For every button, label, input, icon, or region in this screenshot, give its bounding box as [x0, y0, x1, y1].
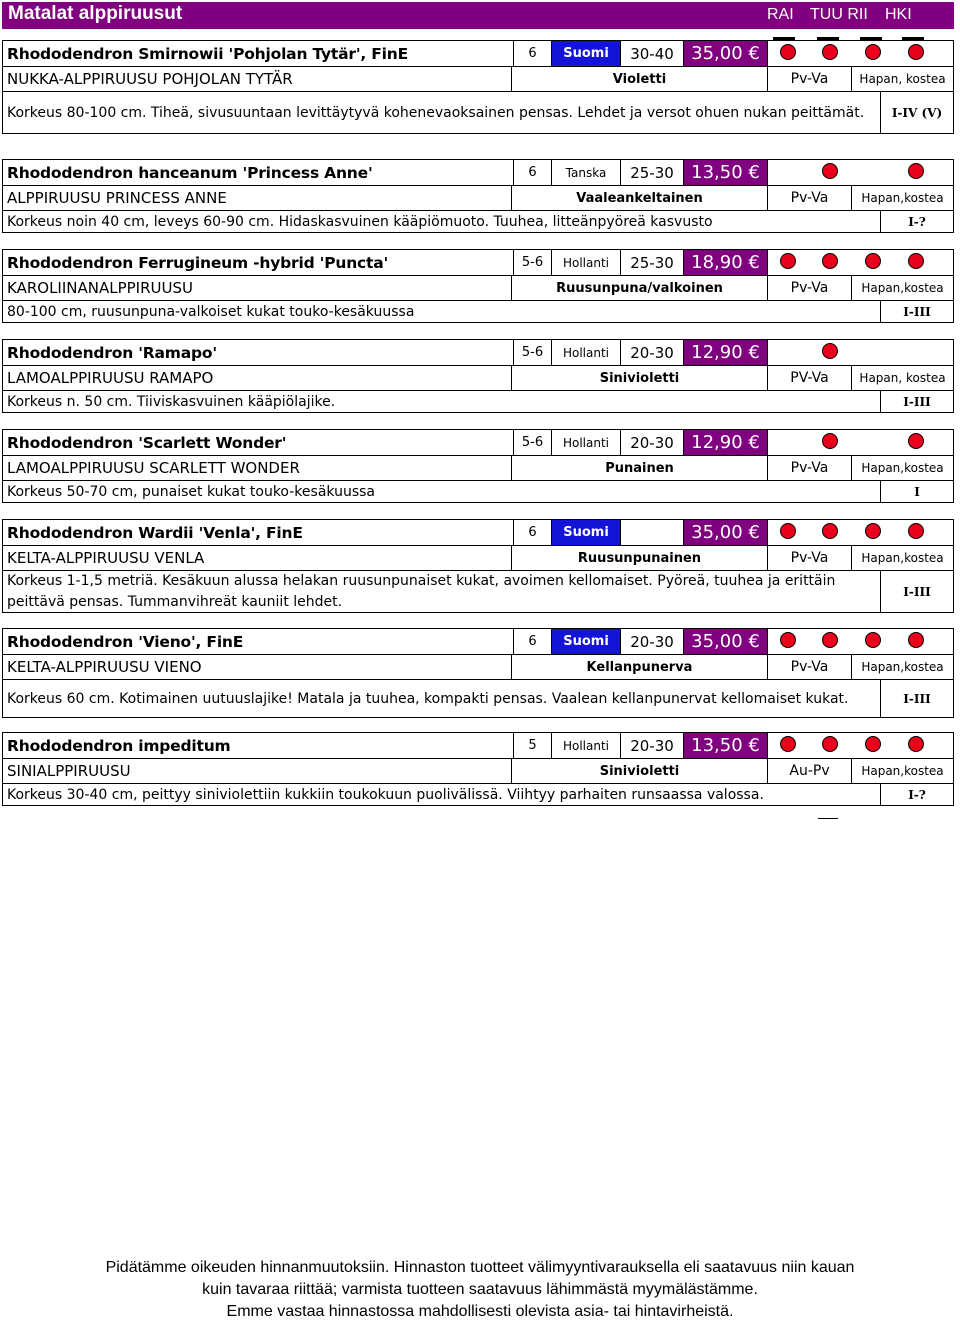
product-description-row [3, 391, 953, 413]
product-detail-row [3, 366, 953, 390]
availability-dot-icon [908, 163, 924, 179]
common-name: ALPPIRUUSU PRINCESS ANNE [7, 189, 227, 207]
soil-requirement: Hapan, kostea [851, 366, 953, 390]
size-class: 5-6 [513, 430, 551, 455]
price-badge: 12,90 € [683, 430, 767, 455]
product-detail-row [3, 276, 953, 300]
flower-color: Kellanpunerva [511, 655, 767, 679]
soil-requirement: Hapan,kostea [851, 186, 953, 210]
price-badge: 18,90 € [683, 250, 767, 275]
common-name: KELTA-ALPPIRUUSU VENLA [7, 549, 205, 567]
availability-dot-icon [822, 632, 838, 648]
soil-requirement: Hapan,kostea [851, 546, 953, 570]
flower-color: Ruusunpuna/valkoinen [511, 276, 767, 300]
footer-line-2: kuin tavaraa riittää; varmista tuotteen saatavuus lähimmästä myymälästämme. [202, 1281, 758, 1298]
availability-dot-icon [780, 523, 796, 539]
flower-color: Ruusunpunainen [511, 546, 767, 570]
availability-dot-icon [822, 433, 838, 449]
product-description: Korkeus 50-70 cm, punaiset kukat touko-kesäkuussa [7, 483, 375, 500]
origin-badge: Tanska [551, 160, 620, 185]
hardiness-zone: I-III [880, 680, 953, 718]
soil-requirement: Hapan,kostea [851, 456, 953, 480]
availability-dot-icon [822, 163, 838, 179]
product-description-row [3, 784, 953, 806]
product-detail-row [3, 67, 953, 91]
availability-dot-icon [865, 523, 881, 539]
origin-badge: Hollanti [551, 340, 620, 365]
product-description: Korkeus 80-100 cm. Tiheä, sivusuuntaan levittäytyvä kohenevaoksainen pensas. Lehdet ja versot ohuen nukan peittämät. [7, 104, 865, 121]
light-requirement: Pv-Va [767, 67, 851, 91]
hardiness-zone: I [880, 481, 953, 503]
product-block [2, 159, 954, 233]
flower-color: Punainen [511, 456, 767, 480]
availability-dot-icon [780, 632, 796, 648]
hardiness-zone: I-III [880, 301, 953, 323]
availability-area [767, 160, 953, 185]
flower-color: Sinivioletti [511, 366, 767, 390]
availability-dot-icon [908, 736, 924, 752]
soil-requirement: Hapan,kostea [851, 276, 953, 300]
origin-badge: Hollanti [551, 733, 620, 758]
availability-dot-icon [780, 736, 796, 752]
origin-badge: Hollanti [551, 250, 620, 275]
availability-area [767, 430, 953, 455]
product-detail-row [3, 759, 953, 783]
flower-color: Sinivioletti [511, 759, 767, 783]
height-range: 20-30 [620, 629, 683, 654]
availability-dot-icon [822, 736, 838, 752]
size-class: 5-6 [513, 250, 551, 275]
availability-dot-icon [822, 253, 838, 269]
common-name: KAROLIINANALPPIRUUSU [7, 279, 193, 297]
availability-dot-icon [908, 523, 924, 539]
availability-dot-icon [908, 253, 924, 269]
common-name: LAMOALPPIRUUSU SCARLETT WONDER [7, 459, 300, 477]
flower-color: Vaaleankeltainen [511, 186, 767, 210]
column-hki: HKI [885, 6, 912, 23]
footer-line-3: Emme vastaa hinnastossa mahdollisesti olevista asia- tai hintavirheistä. [226, 1303, 734, 1320]
light-requirement: PV-Va [767, 366, 851, 390]
availability-dot-icon [822, 44, 838, 60]
product-name: Rhododendron impeditum [7, 736, 231, 755]
price-badge: 35,00 € [683, 41, 767, 66]
product-main-row [3, 430, 953, 455]
light-requirement: Pv-Va [767, 276, 851, 300]
page-header [2, 2, 954, 29]
soil-requirement: Hapan,kostea [851, 759, 953, 783]
availability-dot-icon [780, 44, 796, 60]
flower-color: Violetti [511, 67, 767, 91]
height-range: 20-30 [620, 733, 683, 758]
product-main-row [3, 41, 953, 66]
availability-dot-icon [865, 736, 881, 752]
product-name: Rhododendron 'Vieno', FinE [7, 632, 244, 651]
price-badge: 35,00 € [683, 629, 767, 654]
origin-badge: Hollanti [551, 430, 620, 455]
size-class: 5-6 [513, 340, 551, 365]
availability-dot-icon [908, 433, 924, 449]
product-description-row [3, 680, 953, 718]
product-description: Korkeus noin 40 cm, leveys 60-90 cm. Hidaskasvuinen kääpiömuoto. Tuuhea, litteänpyöreä kasvusto [7, 213, 713, 230]
footer-line-1: Pidätämme oikeuden hinnanmuutoksiin. Hinnaston tuotteet välimyyntivarauksella eli saatavuus niin kauan [105, 1259, 855, 1276]
product-description: Korkeus n. 50 cm. Tiiviskasvuinen kääpiölajike. [7, 393, 336, 410]
light-requirement: Au-Pv [767, 759, 851, 783]
product-description-row [3, 92, 953, 134]
product-name: Rhododendron Ferrugineum -hybrid 'Puncta' [7, 253, 389, 272]
availability-dot-icon [822, 343, 838, 359]
page-title: Matalat alppiruusut [8, 3, 183, 24]
product-name: Rhododendron Wardii 'Venla', FinE [7, 523, 303, 542]
hardiness-zone: I-IV (V) [880, 92, 953, 134]
availability-dot-icon [865, 632, 881, 648]
availability-dot-icon [865, 253, 881, 269]
hardiness-zone: I-III [880, 391, 953, 413]
light-requirement: Pv-Va [767, 546, 851, 570]
column-tuu-rii: TUU RII [810, 6, 868, 23]
product-main-row [3, 733, 953, 758]
product-main-row [3, 520, 953, 545]
light-requirement: Pv-Va [767, 655, 851, 679]
hardiness-zone: I-III [880, 571, 953, 613]
product-detail-row [3, 456, 953, 480]
hardiness-zone: I-? [880, 784, 953, 806]
availability-dot-icon [822, 523, 838, 539]
product-description-row [3, 571, 953, 613]
price-badge: 12,90 € [683, 340, 767, 365]
availability-dot-icon [908, 632, 924, 648]
product-description: 80-100 cm, ruusunpuna-valkoiset kukat touko-kesäkuussa [7, 303, 415, 320]
light-requirement: Pv-Va [767, 456, 851, 480]
product-block [2, 628, 954, 718]
light-requirement: Pv-Va [767, 186, 851, 210]
height-range [620, 520, 683, 545]
height-range: 20-30 [620, 430, 683, 455]
product-description-row [3, 301, 953, 323]
product-main-row [3, 160, 953, 185]
height-range: 25-30 [620, 250, 683, 275]
availability-dot-icon [780, 253, 796, 269]
availability-area [767, 340, 953, 365]
product-description: Korkeus 60 cm. Kotimainen uutuuslajike! Matala ja tuuhea, kompakti pensas. Vaalean kellanpunervat kellomaiset kukat. [7, 690, 849, 707]
height-range: 30-40 [620, 41, 683, 66]
size-class: 6 [513, 520, 551, 545]
common-name: KELTA-ALPPIRUUSU VIENO [7, 658, 202, 676]
price-badge: 13,50 € [683, 733, 767, 758]
size-class: 6 [513, 629, 551, 654]
product-main-row [3, 340, 953, 365]
product-name: Rhododendron Smirnowii 'Pohjolan Tytär', FinE [7, 44, 408, 63]
product-name: Rhododendron hanceanum 'Princess Anne' [7, 163, 373, 182]
origin-badge: Suomi [551, 629, 620, 654]
product-description-row [3, 481, 953, 503]
product-block [2, 429, 954, 503]
column-rai: RAI [767, 6, 794, 23]
product-detail-row [3, 655, 953, 679]
product-block [2, 519, 954, 613]
price-badge: 13,50 € [683, 160, 767, 185]
common-name: SINIALPPIRUUSU [7, 762, 131, 780]
product-name: Rhododendron 'Scarlett Wonder' [7, 433, 287, 452]
size-class: 6 [513, 160, 551, 185]
size-class: 6 [513, 41, 551, 66]
product-description: Korkeus 30-40 cm, peittyy siniviolettiin kukkiin toukokuun puolivälissä. Viihtyy parhaiten runsaassa valossa. [7, 786, 764, 803]
product-main-row [3, 629, 953, 654]
product-block [2, 732, 954, 806]
product-name: Rhododendron 'Ramapo' [7, 343, 217, 362]
soil-requirement: Hapan, kostea [851, 67, 953, 91]
product-detail-row [3, 186, 953, 210]
product-block [2, 40, 954, 134]
product-description-row [3, 211, 953, 233]
availability-dot-icon [865, 44, 881, 60]
end-mark [818, 818, 838, 819]
common-name: LAMOALPPIRUUSU RAMAPO [7, 369, 214, 387]
availability-dot-icon [908, 44, 924, 60]
product-block [2, 339, 954, 413]
product-detail-row [3, 546, 953, 570]
height-range: 25-30 [620, 160, 683, 185]
soil-requirement: Hapan,kostea [851, 655, 953, 679]
size-class: 5 [513, 733, 551, 758]
product-main-row [3, 250, 953, 275]
origin-badge: Suomi [551, 41, 620, 66]
product-block [2, 249, 954, 323]
height-range: 20-30 [620, 340, 683, 365]
common-name: NUKKA-ALPPIRUUSU POHJOLAN TYTÄR [7, 70, 293, 88]
origin-badge: Suomi [551, 520, 620, 545]
product-description: Korkeus 1-1,5 metriä. Kesäkuun alussa helakan ruusunpunaiset kukat, avoimen kellomaiset. Pyöreä, tuuhea ja erittäin peittävä pensas. Tummanvihreät kauniit lehdet. [7, 573, 836, 610]
hardiness-zone: I-? [880, 211, 953, 233]
price-badge: 35,00 € [683, 520, 767, 545]
